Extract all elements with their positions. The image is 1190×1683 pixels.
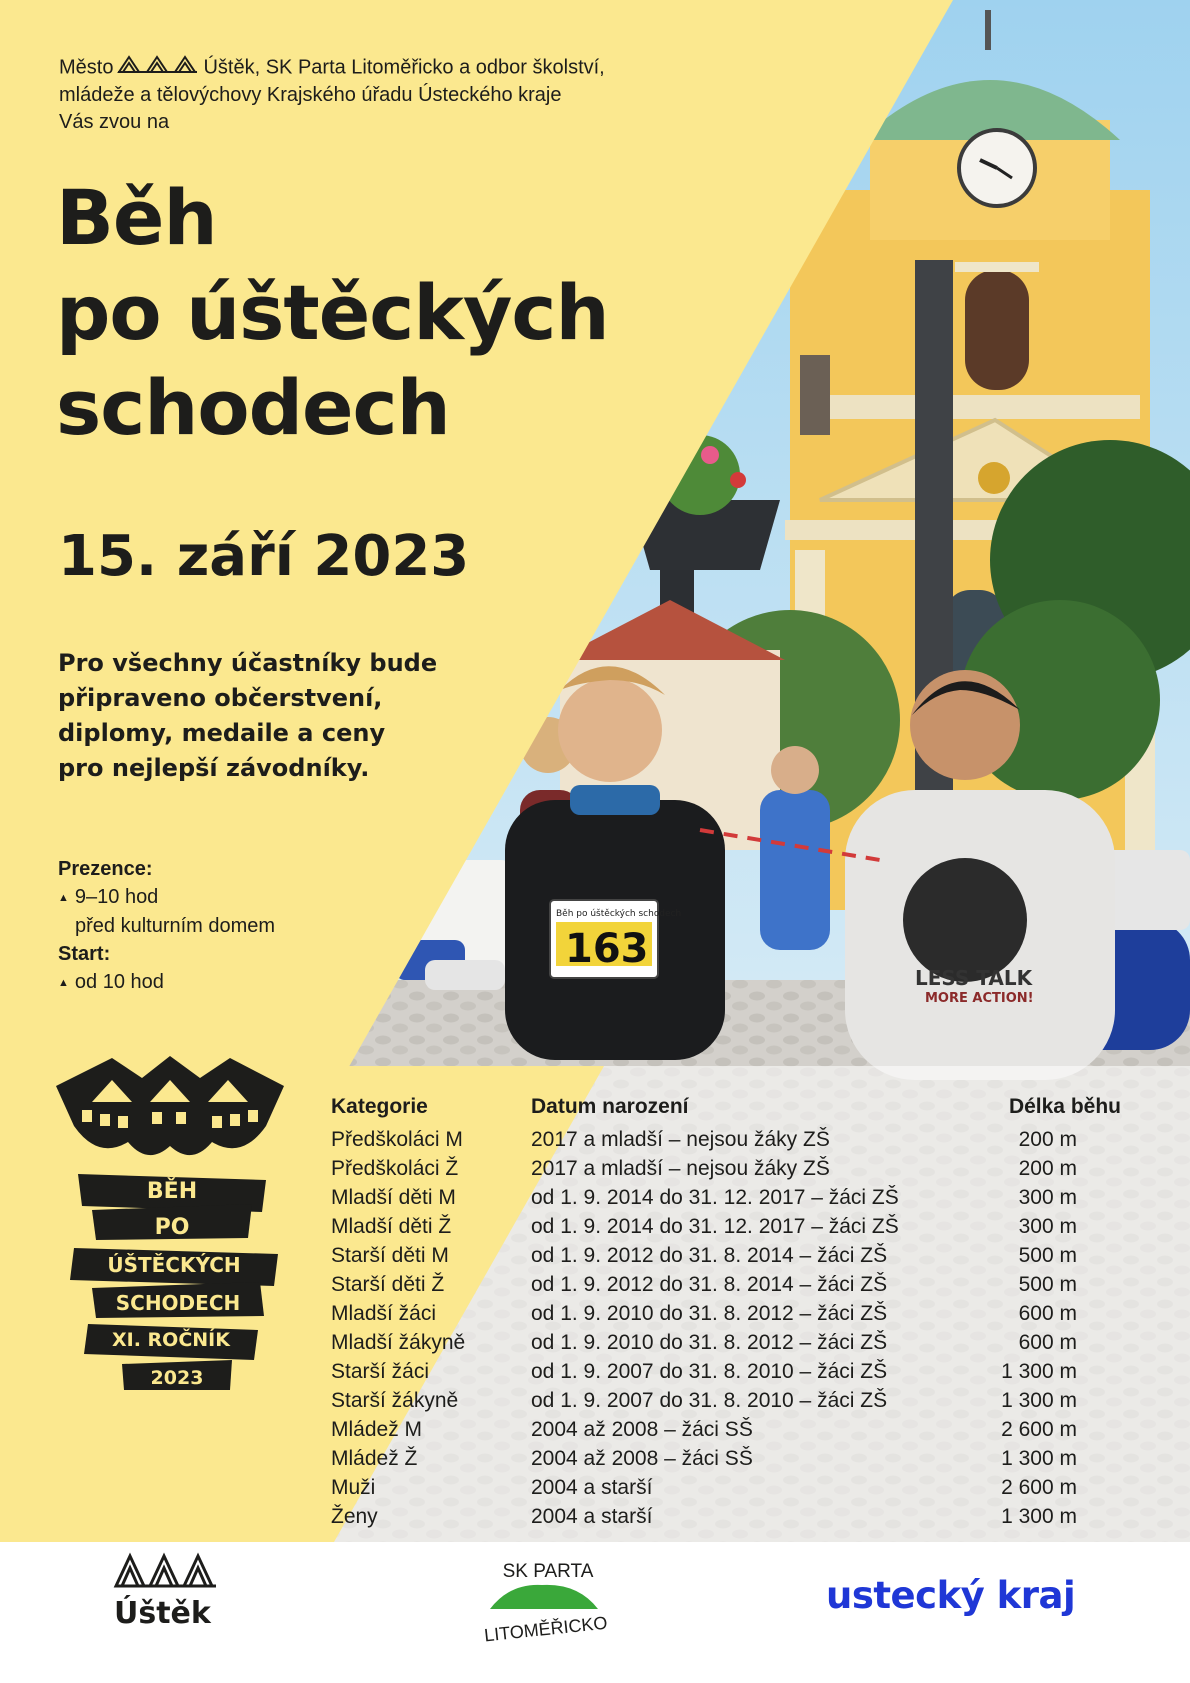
prizes-line-3: diplomy, medaile a ceny bbox=[58, 719, 386, 747]
birthdate-cell: od 1. 9. 2007 do 31. 8. 2010 – žáci ZŠ bbox=[531, 1360, 888, 1383]
hill-icon bbox=[490, 1585, 598, 1609]
badge-line-2: PO bbox=[154, 1215, 190, 1240]
table-row bbox=[331, 1212, 1121, 1241]
distance-cell: 300 m bbox=[1018, 1215, 1077, 1238]
schedule-info bbox=[58, 855, 275, 997]
birthdate-cell: od 1. 9. 2014 do 31. 12. 2017 – žáci ZŠ bbox=[531, 1186, 899, 1209]
table-row bbox=[331, 1125, 1121, 1154]
ustek-logo-icon bbox=[113, 1550, 219, 1592]
badge-line-4: SCHODECH bbox=[115, 1291, 241, 1315]
category-cell: Mladší žáci bbox=[331, 1302, 437, 1325]
registration-time: ▲ 9–10 hod bbox=[58, 886, 159, 908]
birthdate-cell: 2004 až 2008 – žáci SŠ bbox=[531, 1418, 753, 1441]
birthdate-cell: 2004 a starší bbox=[531, 1505, 653, 1528]
category-cell: Předškoláci Ž bbox=[331, 1157, 459, 1180]
ustek-logo-text: Úštěk bbox=[114, 1596, 211, 1631]
triangle-bullet-icon: ▲ bbox=[58, 977, 69, 989]
categories-table bbox=[331, 1095, 1121, 1531]
intro-line-3: Vás zvou na bbox=[59, 111, 170, 133]
table-row bbox=[331, 1328, 1121, 1357]
table-row bbox=[331, 1502, 1121, 1531]
event-badge bbox=[52, 1050, 292, 1400]
distance-cell: 300 m bbox=[1018, 1186, 1077, 1209]
title-line-1: Běh bbox=[56, 173, 217, 262]
table-row bbox=[331, 1473, 1121, 1502]
birthdate-cell: od 1. 9. 2010 do 31. 8. 2012 – žáci ZŠ bbox=[531, 1302, 888, 1325]
parta-bottom-text: LITOMĚŘICKO bbox=[483, 1612, 609, 1646]
distance-cell: 500 m bbox=[1018, 1273, 1077, 1296]
svg-text:MORE ACTION!: MORE ACTION! bbox=[925, 991, 1034, 1006]
category-cell: Starší žáci bbox=[331, 1360, 430, 1383]
prizes-line-1: Pro všechny účastníky bude bbox=[58, 649, 438, 677]
distance-cell: 500 m bbox=[1018, 1244, 1077, 1267]
distance-cell: 1 300 m bbox=[1001, 1389, 1077, 1412]
start-time: ▲ od 10 hod bbox=[58, 971, 164, 993]
event-title bbox=[56, 170, 609, 455]
sk-parta-logo bbox=[460, 1553, 630, 1653]
table-body bbox=[331, 1125, 1121, 1531]
prizes-line-2: připraveno občerstvení, bbox=[58, 684, 383, 712]
registration-label: Prezence: bbox=[58, 858, 153, 880]
category-cell: Starší žákyně bbox=[331, 1389, 459, 1412]
distance-cell: 2 600 m bbox=[1001, 1476, 1077, 1499]
distance-cell: 600 m bbox=[1018, 1302, 1077, 1325]
title-line-2: po úštěckých bbox=[56, 268, 609, 357]
header-birthdate: Datum narození bbox=[531, 1095, 689, 1118]
distance-cell: 2 600 m bbox=[1001, 1418, 1077, 1441]
ustecky-kraj-logo: ustecký kraj bbox=[826, 1574, 1076, 1617]
table-row bbox=[331, 1444, 1121, 1473]
badge-line-3: ÚŠTĚCKÝCH bbox=[107, 1253, 241, 1277]
category-cell: Mládež Ž bbox=[331, 1447, 418, 1470]
birthdate-cell: 2017 a mladší – nejsou žáky ZŠ bbox=[531, 1157, 830, 1180]
badge-line-6: 2023 bbox=[150, 1367, 204, 1389]
registration-place: před kulturním domem bbox=[75, 915, 276, 937]
birthdate-cell: od 1. 9. 2014 do 31. 12. 2017 – žáci ZŠ bbox=[531, 1215, 899, 1238]
table-row bbox=[331, 1299, 1121, 1328]
category-cell: Ženy bbox=[331, 1505, 378, 1528]
table-header bbox=[331, 1095, 1121, 1125]
prizes-line-4: pro nejlepší závodníky. bbox=[58, 754, 370, 782]
category-cell: Muži bbox=[331, 1476, 376, 1499]
birthdate-cell: 2004 a starší bbox=[531, 1476, 653, 1499]
distance-cell: 200 m bbox=[1018, 1128, 1077, 1151]
table-row bbox=[331, 1357, 1121, 1386]
distance-cell: 1 300 m bbox=[1001, 1360, 1077, 1383]
intro-line-2: mládeže a tělovýchovy Krajského úřadu Ústeckého kraje bbox=[59, 84, 562, 106]
distance-cell: 200 m bbox=[1018, 1157, 1077, 1180]
category-cell: Mládež M bbox=[331, 1418, 423, 1441]
distance-cell: 600 m bbox=[1018, 1331, 1077, 1354]
category-cell: Předškoláci M bbox=[331, 1128, 463, 1151]
event-date: 15. září 2023 bbox=[58, 524, 470, 589]
ustek-mini-logo-icon bbox=[117, 54, 199, 82]
table-row bbox=[331, 1154, 1121, 1183]
header-distance: Délka běhu bbox=[1008, 1095, 1121, 1118]
start-label: Start: bbox=[58, 943, 111, 965]
title-line-3: schodech bbox=[56, 363, 450, 452]
prizes-text bbox=[58, 646, 437, 786]
badge-line-1: BĚH bbox=[146, 1179, 198, 1204]
table-row bbox=[331, 1386, 1121, 1415]
shirt-text: LESS TALK bbox=[915, 966, 1033, 990]
birthdate-cell: od 1. 9. 2012 do 31. 8. 2014 – žáci ZŠ bbox=[531, 1273, 888, 1296]
category-cell: Starší děti Ž bbox=[331, 1273, 445, 1296]
bib-number: 163 bbox=[565, 926, 649, 972]
table-row bbox=[331, 1183, 1121, 1212]
birthdate-cell: od 1. 9. 2007 do 31. 8. 2010 – žáci ZŠ bbox=[531, 1389, 888, 1412]
birthdate-cell: od 1. 9. 2010 do 31. 8. 2012 – žáci ZŠ bbox=[531, 1331, 888, 1354]
category-cell: Mladší žákyně bbox=[331, 1331, 466, 1354]
category-cell: Mladší děti Ž bbox=[331, 1215, 452, 1238]
birthdate-cell: 2004 až 2008 – žáci SŠ bbox=[531, 1447, 753, 1470]
header-category: Kategorie bbox=[331, 1095, 428, 1118]
parta-top-text: SK PARTA bbox=[502, 1561, 594, 1582]
triangle-bullet-icon: ▲ bbox=[58, 892, 69, 904]
table-row bbox=[331, 1241, 1121, 1270]
category-cell: Mladší děti M bbox=[331, 1186, 456, 1209]
badge-line-5: XI. ROČNÍK bbox=[112, 1329, 230, 1351]
table-row bbox=[331, 1270, 1121, 1299]
distance-cell: 1 300 m bbox=[1001, 1505, 1077, 1528]
bib-label: Běh po úštěckých schodech bbox=[556, 909, 682, 919]
distance-cell: 1 300 m bbox=[1001, 1447, 1077, 1470]
intro-line-1: Město Úštěk, SK Parta Litoměřicko a odbor školství, bbox=[59, 54, 605, 82]
birthdate-cell: od 1. 9. 2012 do 31. 8. 2014 – žáci ZŠ bbox=[531, 1244, 888, 1267]
table-row bbox=[331, 1415, 1121, 1444]
intro-text bbox=[59, 54, 605, 136]
category-cell: Starší děti M bbox=[331, 1244, 449, 1267]
birthdate-cell: 2017 a mladší – nejsou žáky ZŠ bbox=[531, 1128, 830, 1151]
